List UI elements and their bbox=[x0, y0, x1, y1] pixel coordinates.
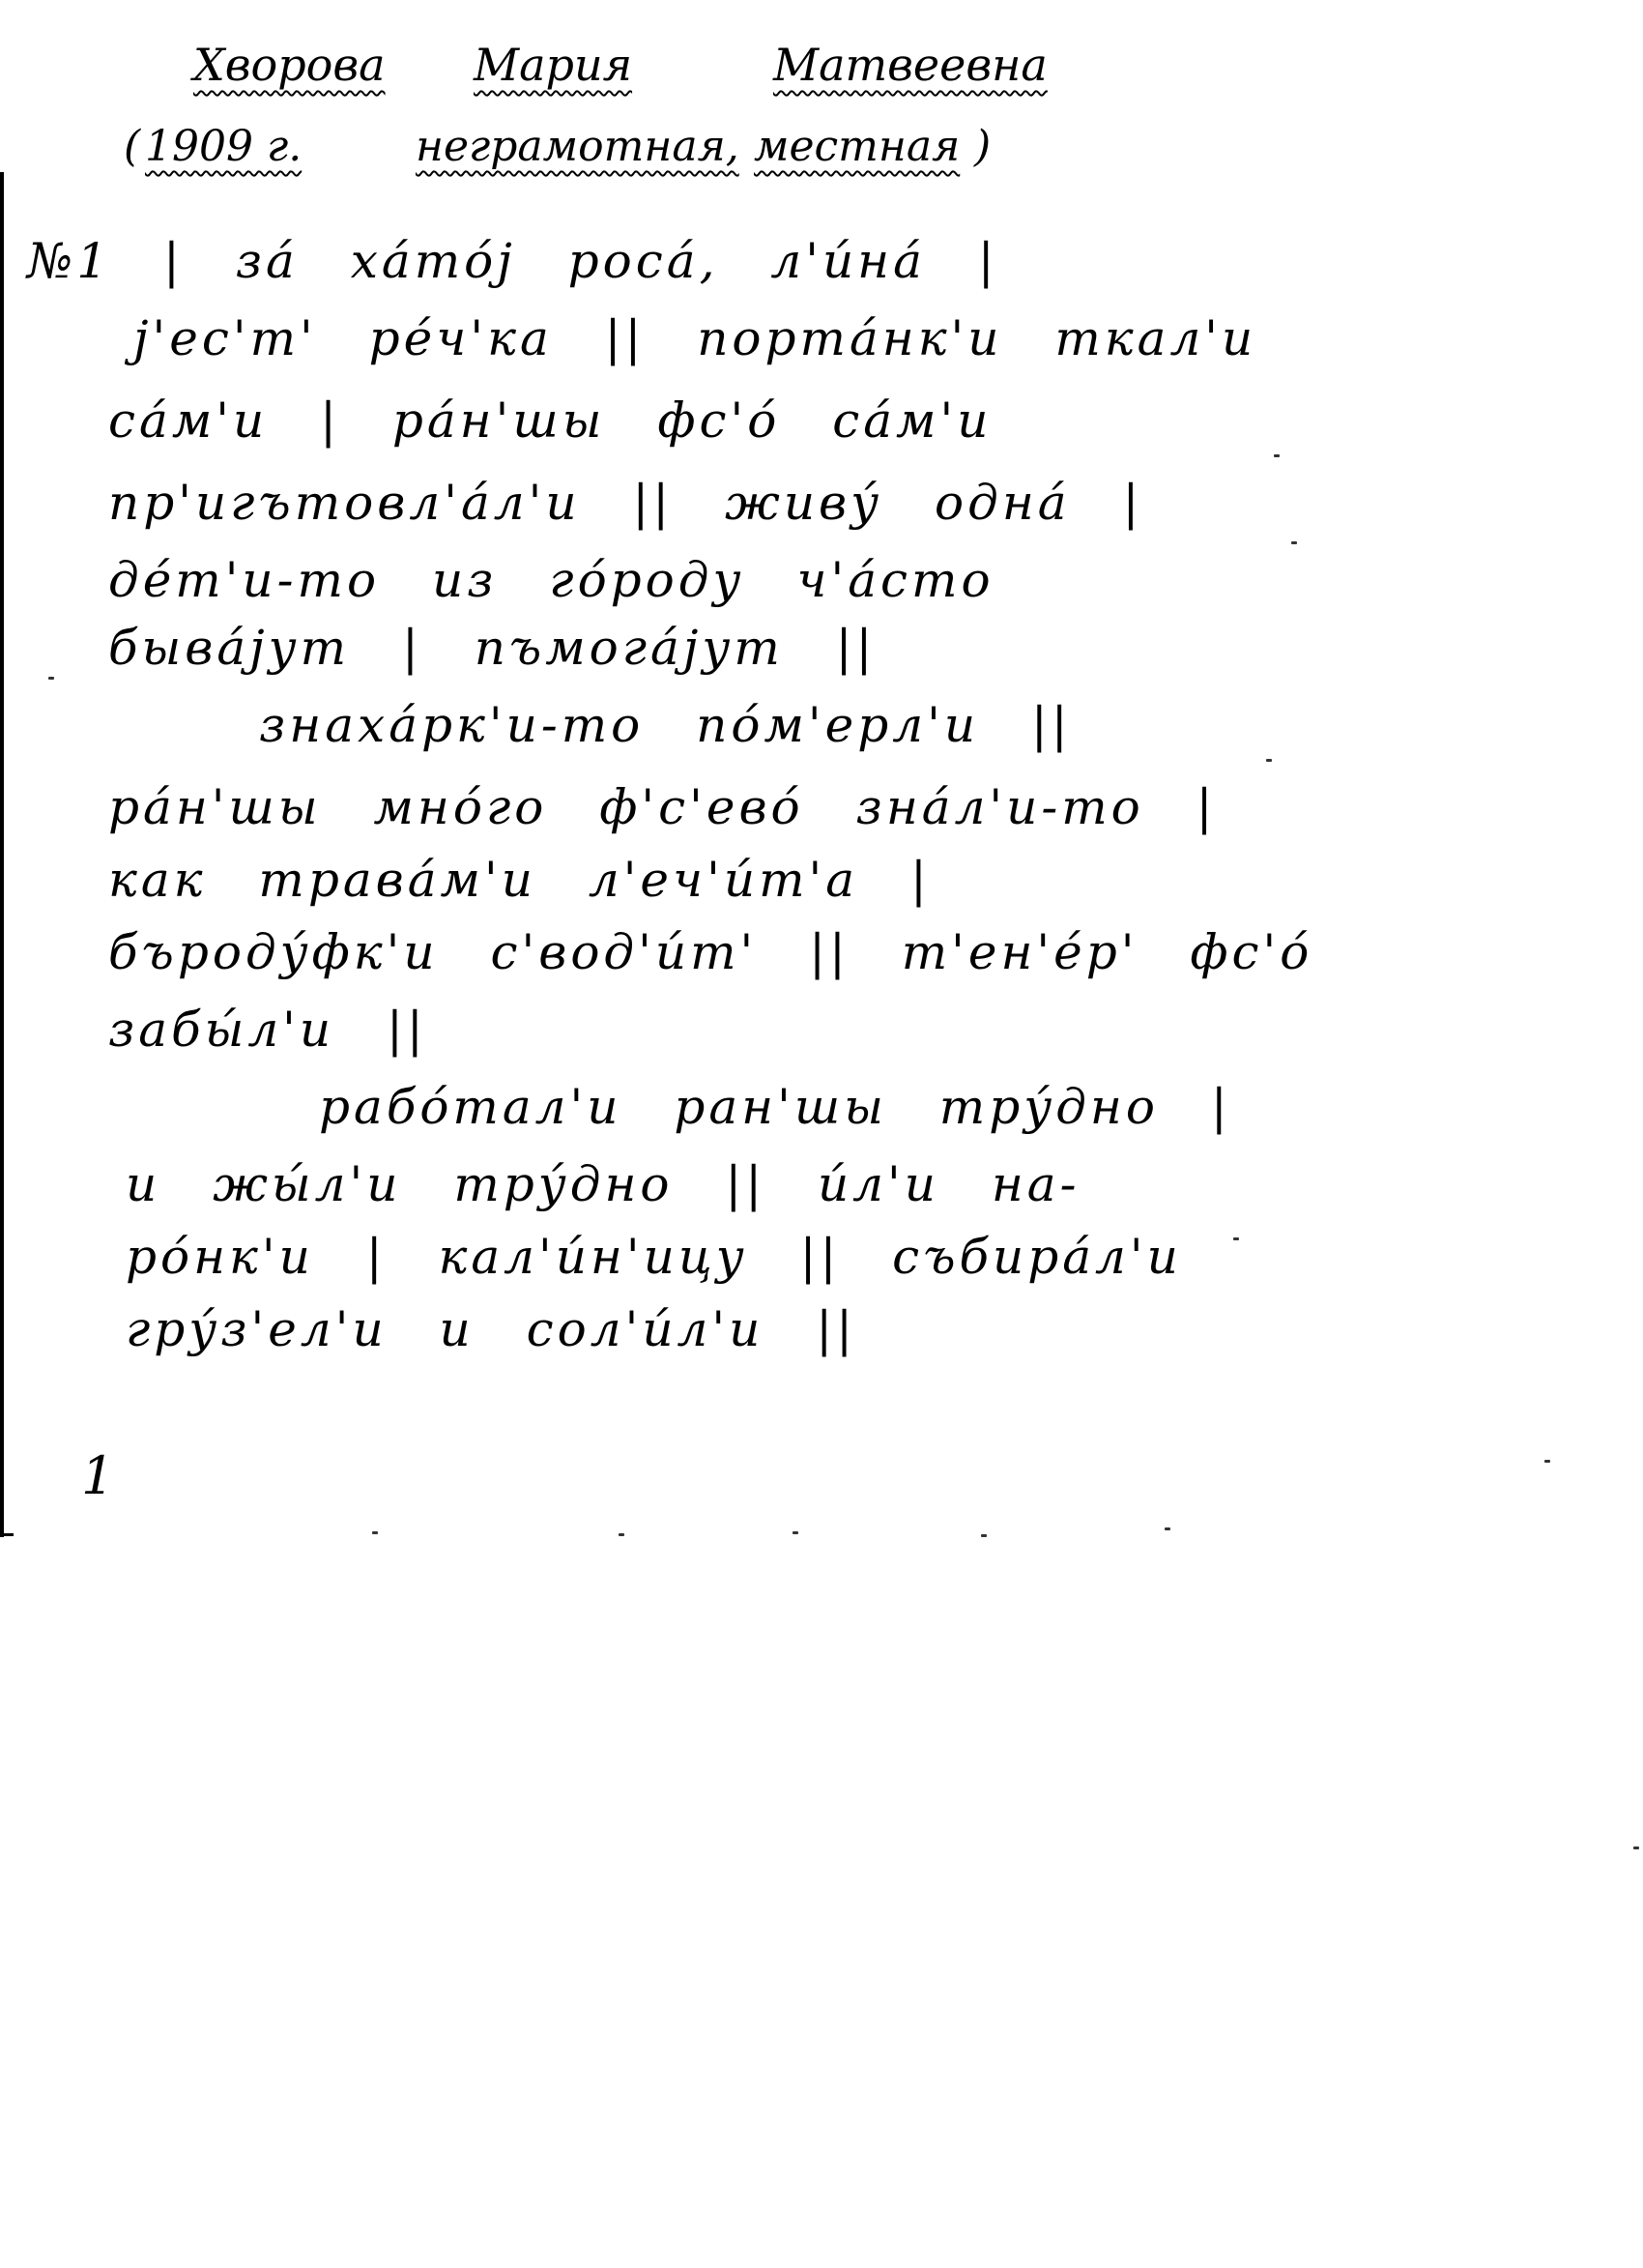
scan-speck bbox=[1633, 1846, 1639, 1849]
text-line-2: ј'ес'т' ре́ч'ка || порта́нк'и ткал'и bbox=[133, 310, 1257, 366]
text-line-4: пр'игътовл'а́л'и || живу́ одна́ | bbox=[108, 475, 1143, 531]
informant-surname: Хворова bbox=[193, 39, 386, 91]
meta-origin: местная bbox=[754, 122, 961, 171]
meta-literacy: неграмотная, bbox=[416, 122, 739, 171]
scan-speck bbox=[619, 1533, 624, 1536]
text-line-10: бъроду́фк'и с'вод'и́т' || т'ен'е́р' фс'о́ bbox=[108, 924, 1313, 980]
text-line-1: №1 | за́ ха́то́ј роса́, л'и́на́ | bbox=[27, 233, 998, 289]
text-line-3: са́м'и | ра́н'шы фс'о́ са́м'и bbox=[108, 393, 993, 449]
text-line-12: рабо́тал'и ран'шы тру́дно | bbox=[319, 1079, 1231, 1135]
scan-speck bbox=[1544, 1460, 1550, 1463]
page-number: 1 bbox=[81, 1445, 115, 1506]
page-left-border bbox=[0, 172, 4, 1537]
scan-speck bbox=[793, 1531, 798, 1534]
text-line-8: ра́н'шы мно́го ф'с'ево́ зна́л'и-то | bbox=[108, 779, 1217, 835]
meta-birth-year: 1909 г. bbox=[145, 122, 303, 171]
text-line-6: быва́јут | пъмога́јут || bbox=[108, 620, 877, 676]
text-line-13: и жы́л'и тру́дно || и́л'и на- bbox=[126, 1156, 1081, 1212]
scan-speck bbox=[1266, 759, 1272, 762]
informant-patronymic: Матвеевна bbox=[773, 39, 1048, 91]
scan-speck bbox=[48, 677, 54, 680]
meta-open-paren: ( bbox=[124, 122, 141, 171]
text-line-9: как трава́м'и л'еч'и́т'а | bbox=[108, 852, 931, 908]
text-line-5: де́т'и-то из го́роду ч'а́сто bbox=[108, 552, 994, 608]
text-line-14: ро́нк'и | кал'и́н'ицу || събира́л'и bbox=[126, 1229, 1182, 1285]
scan-speck bbox=[1233, 1237, 1239, 1240]
text-line-15: гру́з'ел'и и сол'и́л'и || bbox=[126, 1301, 856, 1357]
scan-speck bbox=[981, 1534, 987, 1537]
meta-close-paren: ) bbox=[974, 122, 992, 171]
scan-speck bbox=[1165, 1527, 1170, 1530]
informant-first-name: Мария bbox=[474, 39, 633, 91]
text-line-7: знаха́рк'и-то по́м'ерл'и || bbox=[259, 697, 1072, 753]
scan-speck bbox=[1291, 541, 1297, 544]
text-line-11: забы́л'и || bbox=[108, 1002, 427, 1058]
page-corner-mark bbox=[0, 1533, 14, 1536]
scan-speck bbox=[1274, 454, 1280, 457]
scan-speck bbox=[372, 1531, 378, 1534]
